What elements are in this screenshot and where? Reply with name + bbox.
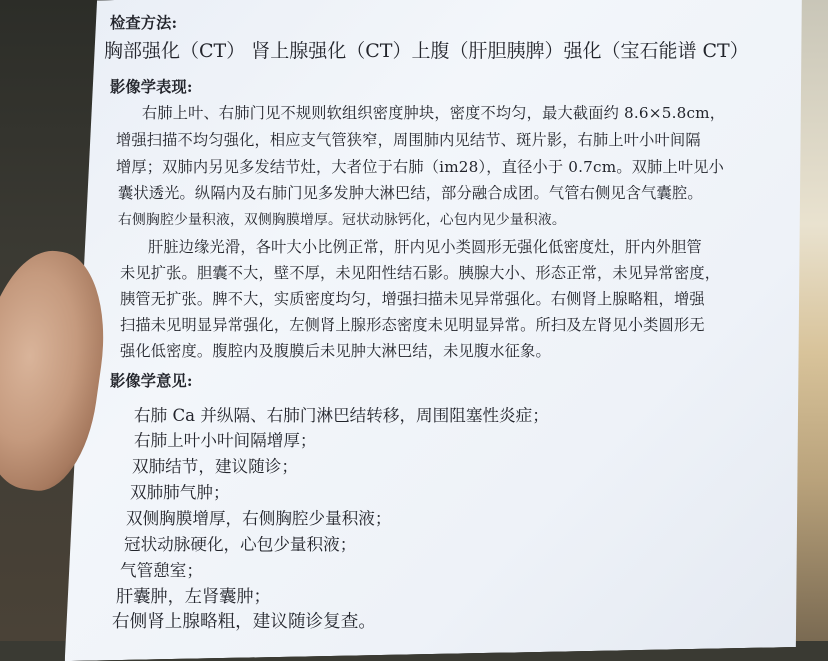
findings-line: 未见扩张。胆囊不大，壁不厚，未见阳性结石影。胰腺大小、形态正常，未见异常密度， — [120, 264, 721, 282]
findings-line: 扫描未见明显异常强化，左侧肾上腺形态密度未见明显异常。所扫及左肾见小类圆形无 — [120, 316, 705, 334]
report-content — [104, 10, 804, 640]
findings-line: 强化低密度。腹腔内及腹膜后未见肿大淋巴结，未见腹水征象。 — [120, 342, 551, 360]
findings-heading: 影像学表现: — [110, 78, 193, 96]
findings-line: 胰管无扩张。脾不大，实质密度均匀，增强扫描未见异常强化。右侧肾上腺略粗，增强 — [120, 290, 705, 308]
impression-line: 右侧肾上腺略粗，建议随诊复查。 — [112, 612, 376, 632]
findings-line: 增强扫描不均匀强化，相应支气管狭窄，周围肺内见结节、斑片影，右肺上叶小叶间隔 — [116, 131, 701, 149]
impression-line: 双肺肺气肿； — [130, 483, 230, 502]
findings-line: 右肺上叶、右肺门见不规则软组织密度肿块，密度不均匀，最大截面约 8.6×5.8cm， — [142, 104, 726, 122]
exam-methods: 胸部强化（CT） 肾上腺强化（CT）上腹（肝胆胰脾）强化（宝石能谱 CT） — [104, 40, 749, 62]
impression-line: 肝囊肿，左肾囊肿； — [116, 587, 271, 607]
impression-heading: 影像学意见: — [110, 372, 193, 390]
findings-line: 肝脏边缘光滑，各叶大小比例正常，肝内见小类圆形无强化低密度灶，肝内外胆管 — [148, 238, 702, 256]
impression-line: 冠状动脉硬化，心包少量积液； — [124, 535, 357, 554]
impression-line: 右肺 Ca 并纵隔、右肺门淋巴结转移，周围阻塞性炎症； — [134, 406, 549, 425]
impression-line: 右肺上叶小叶间隔增厚； — [134, 431, 317, 450]
findings-line: 囊状透光。纵隔内及右肺门见多发肿大淋巴结，部分融合成团。气管右侧见含气囊腔。 — [118, 184, 703, 202]
findings-line: 增厚；双肺内另见多发结节灶，大者位于右肺（im28），直径小于 0.7cm。双肺上叶见小 — [116, 158, 725, 176]
impression-line: 气管憩室； — [120, 561, 203, 580]
findings-line: 右侧胸腔少量积液，双侧胸膜增厚。冠状动脉钙化，心包内见少量积液。 — [118, 212, 566, 228]
impression-line: 双侧胸膜增厚，右侧胸腔少量积液； — [126, 509, 392, 528]
exam-heading: 检查方法: — [110, 14, 178, 32]
impression-line: 双肺结节，建议随诊； — [132, 457, 298, 476]
